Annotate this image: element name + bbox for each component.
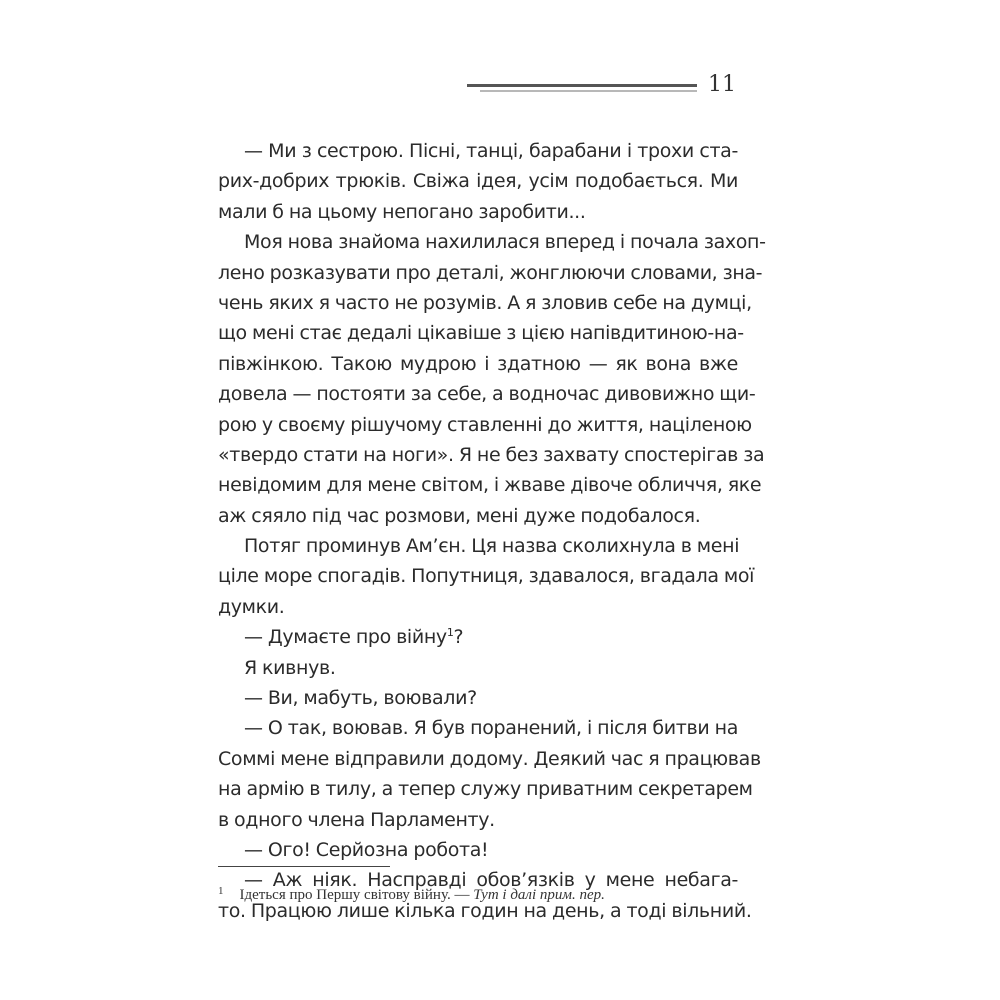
text-line: чень яких я часто не розумів. А я зловив себе на думці, (218, 291, 752, 314)
text-line: довела — постояти за себе, а водночас дивовижно щи- (218, 383, 756, 406)
text-fragment: ? (453, 626, 464, 649)
text-line: рих-добрих трюків. Свіжа ідея, усім подобається. Ми (218, 170, 738, 193)
text-line: — Ого! Серйозна робота! (244, 838, 489, 861)
text-line: лено розказувати про деталі, жонглюючи словами, зна- (218, 261, 763, 284)
text-line: то. Працюю лише кілька годин на день, а тоді вільний. (218, 899, 752, 922)
footnote-marker: 1 (218, 885, 224, 897)
text-line: на армію в тилу, а тепер служу приватним секретарем (218, 778, 753, 801)
text-line: в одного члена Парламенту. (218, 808, 495, 831)
text-line: — О так, воював. Я був поранений, і після битви на (244, 717, 738, 740)
footnote-text: Ідеться про Першу світову війну. — (239, 887, 474, 903)
header-rule-shadow (480, 90, 697, 92)
text-line: Соммі мене відправили додому. Деякий час я працював (218, 747, 761, 770)
footnote-rule (218, 866, 390, 867)
footnote-translator-note: Тут і далі прим. пер. (473, 887, 605, 903)
text-line: півжінкою. Такою мудрою і здатною — як вона вже (218, 352, 738, 375)
text-line: ціле море спогадів. Попутниця, здавалося, вгадала мої (218, 565, 755, 588)
text-fragment: — Думаєте про війну (244, 626, 447, 649)
text-line: мали б на цьому непогано заробити... (218, 200, 586, 223)
text-line: Моя нова знайома нахилилася вперед і почала захоп- (244, 231, 766, 254)
page-number: 11 (708, 72, 736, 97)
text-line: — Аж ніяк. Насправді обов’язків у мене небага- (244, 869, 738, 892)
footnote-reference: 1 (446, 626, 454, 640)
text-line-with-footnote-ref (218, 622, 738, 652)
text-line: невідомим для мене світом, і жваве дівоче обличчя, яке (218, 474, 762, 497)
text-line: «твердо стати на ноги». Я не без захвату спостерігав за (218, 443, 765, 466)
header-rule (467, 84, 697, 87)
text-line: Потяг проминув Ам’єн. Ця назва сколихнула в мені (244, 535, 740, 558)
text-line: рою у своєму рішучому ставленні до життя, націленою (218, 413, 752, 436)
footnote (218, 884, 605, 906)
body-text (218, 136, 766, 926)
text-line: аж сяяло під час розмови, мені дуже подобалося. (218, 504, 701, 527)
text-line: Я кивнув. (244, 656, 336, 679)
text-line: думки. (218, 595, 285, 618)
text-line: що мені стає дедалі цікавіше з цією напівдитиною-на- (218, 322, 744, 345)
text-line: — Ми з сестрою. Пісні, танці, барабани і трохи ста- (244, 140, 738, 162)
text-line: — Ви, мабуть, воювали? (244, 687, 477, 710)
